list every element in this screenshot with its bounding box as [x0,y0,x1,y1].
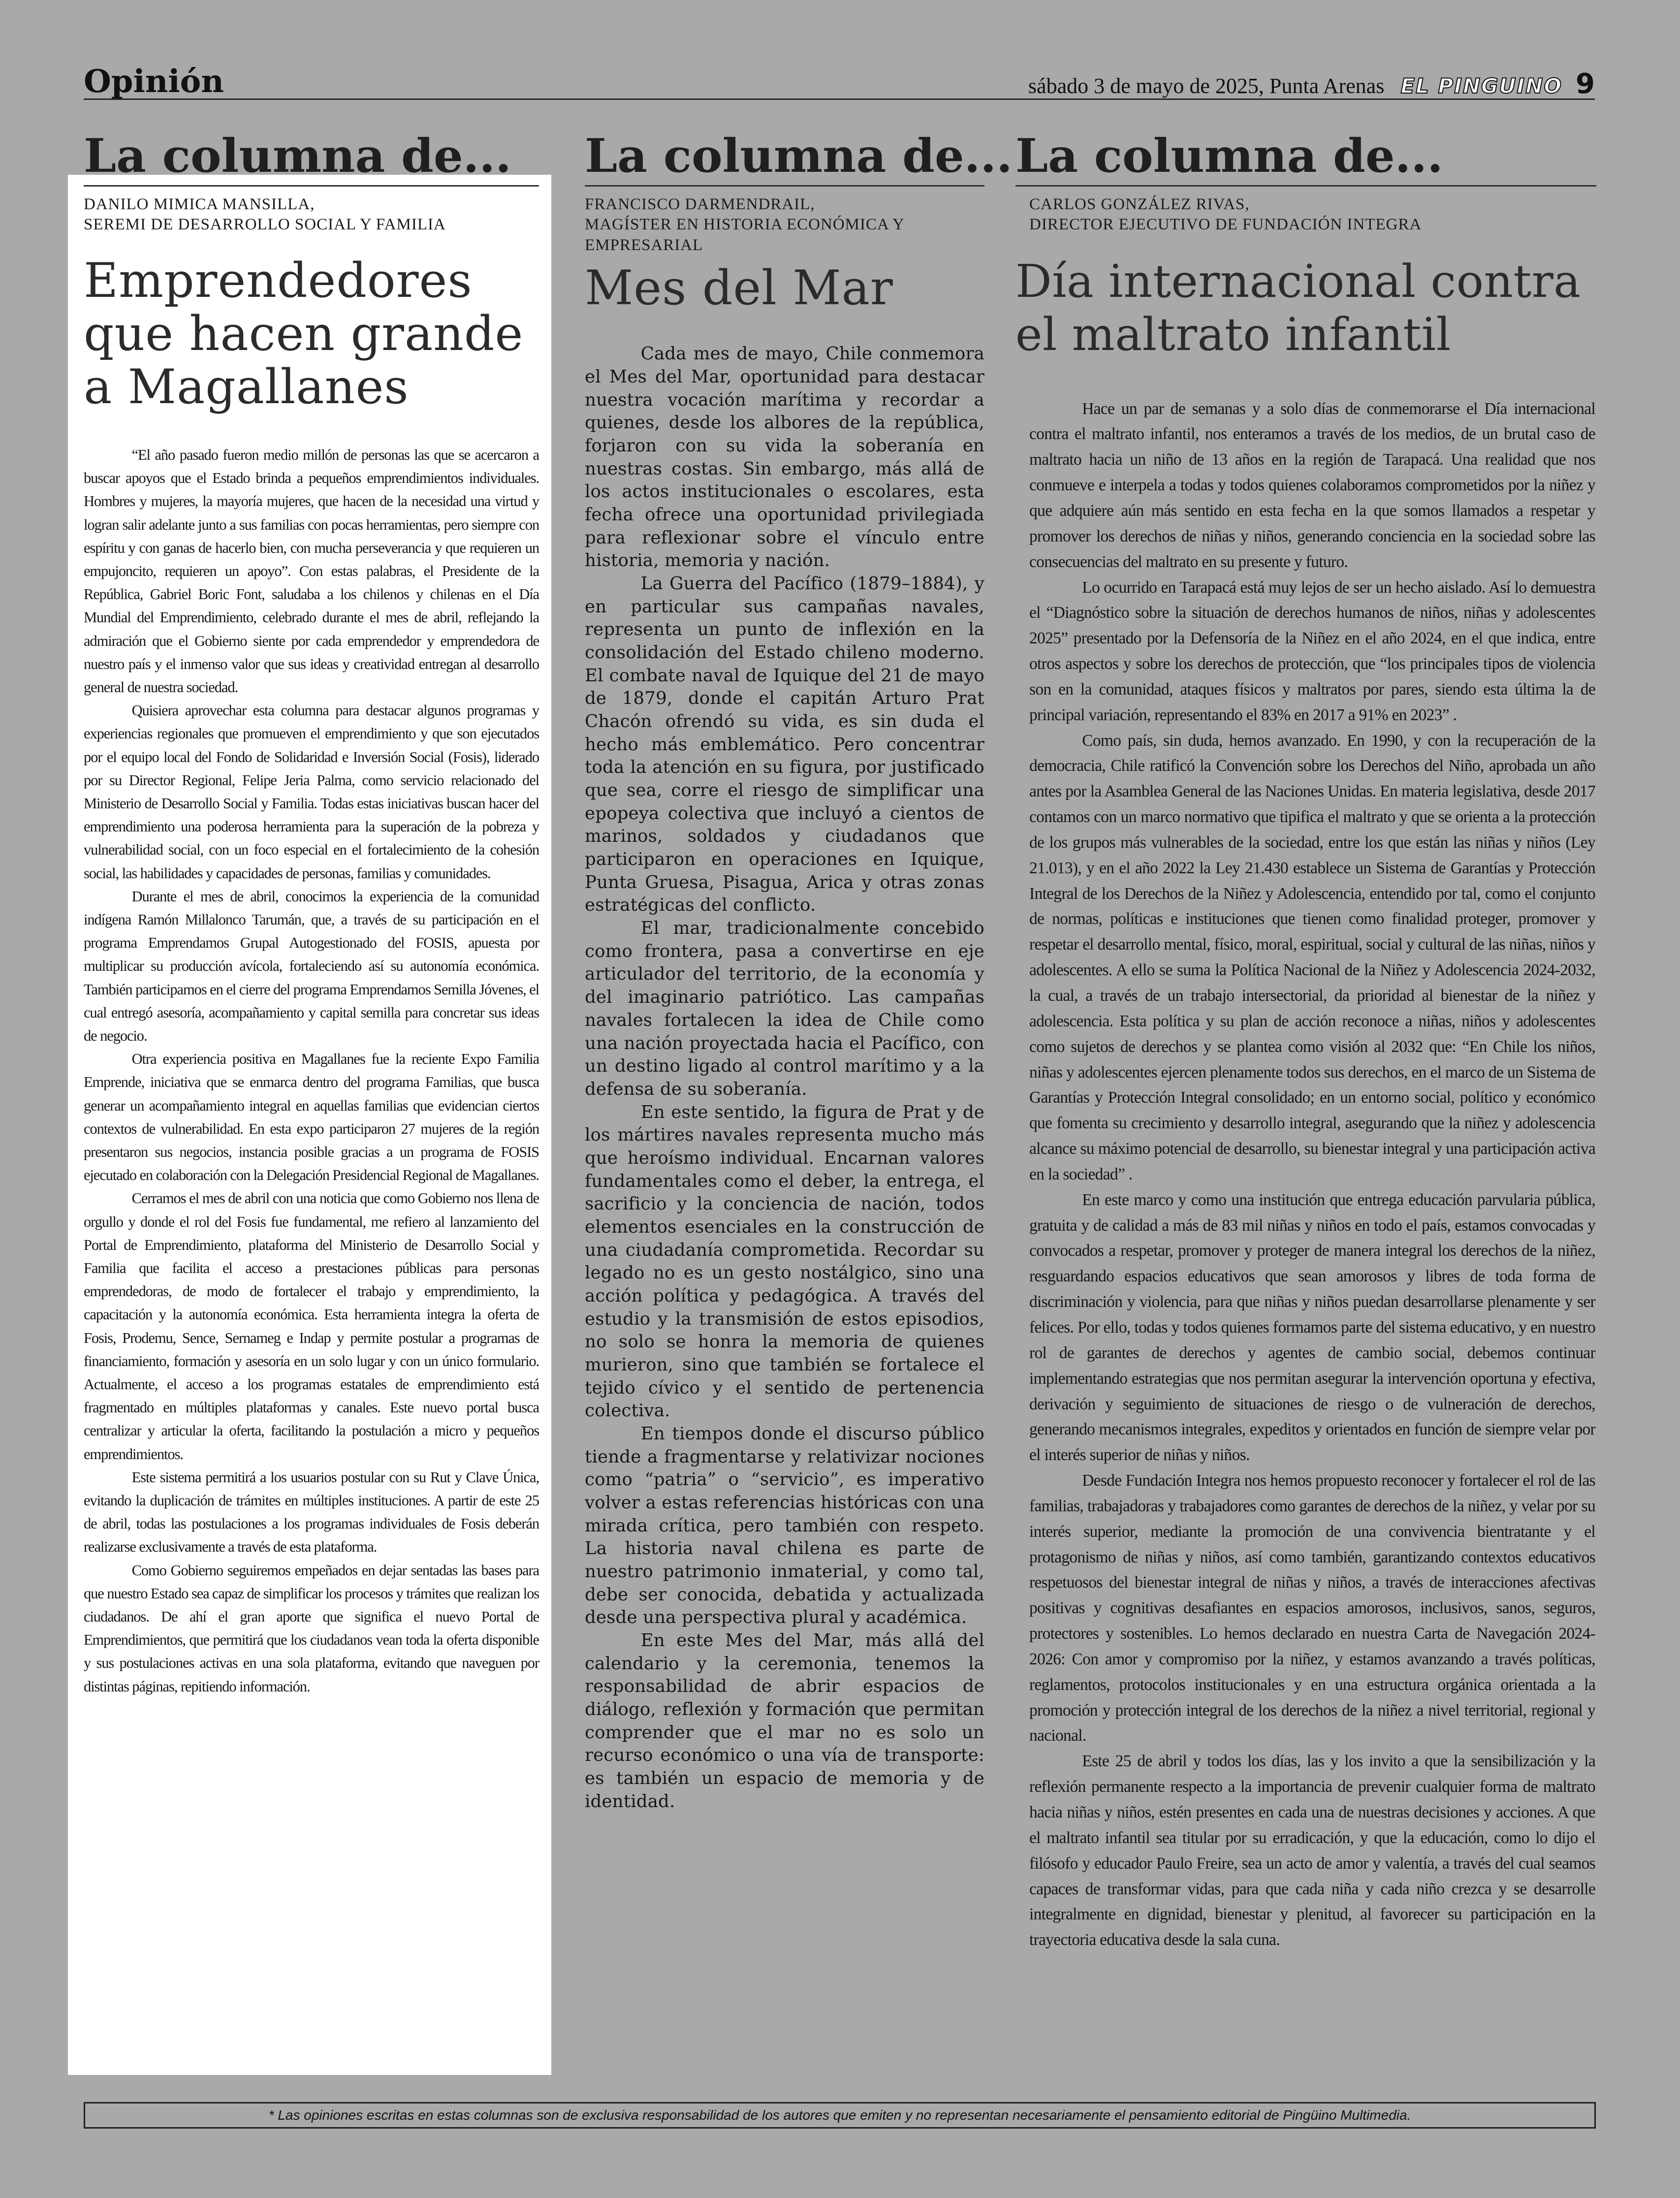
author-role: EMPRESARIAL [585,236,703,254]
article-paragraph: En este Mes del Mar, más allá del calendario y la ceremonia, tenemos la responsabilidad de abrir espacios de diálogo, reflexión y formación que permitan comprender que el mar no es solo un recurso económico o una vía de transporte: es también un espacio de memoria y de identidad. [585,1630,984,1812]
headline-line: Mes del Mar [585,260,893,316]
author-byline [84,194,539,235]
article-paragraph: Como Gobierno seguiremos empeñados en dejar sentadas las bases para que nuestro Estado sea capaz de simplificar los procesos y trámites que realizan los ciudadanos. De ahí el gran aporte que significa el nuevo Portal de Emprendimientos, que permitirá que los ciudadanos vean toda la oferta disponible y sus postulaciones activas en una sola plataforma, evitando que naveguen por distintas páginas, repitiendo información. [84,1561,539,1695]
publication-date: sábado 3 de mayo de 2025, Punta Arenas [1028,74,1385,98]
article-paragraph: Otra experiencia positiva en Magallanes fue la reciente Expo Familia Emprende, iniciativa que se enmarca dentro del programa Familias, que busca generar un acompañamiento integral en aquellas familias que evidencian ciertos contextos de vulnerabilidad. En esta expo participaron 27 mujeres de la región presentaron sus negocios, instancia posible gracias a un programa de FOSIS ejecutado en colaboración con la Delegación Presidencial Regional de Magallanes. [84,1051,539,1184]
column-mimica [84,129,539,1698]
column-title: La columna de... [1015,129,1443,183]
headline-line: Emprendedores [84,253,473,308]
disclaimer-text: * Las opiniones escritas en estas columnas son de exclusiva responsabilidad de los autores que emiten y no representan necesariamente el pensamiento editorial de Pingüino Multimedia. [268,2107,1411,2123]
column-gonzalez [1015,129,1596,1953]
headline-line: Día internacional contra [1015,255,1581,308]
article-paragraph: Cada mes de mayo, Chile conmemora el Mes del Mar, oportunidad para destacar nuestra vocación marítima y recordar a quienes, desde los albores de la república, forjaron con su vida la soberanía en nuestras costas. Sin embargo, más allá de los actos institucionales o escolares, esta fecha ofrece una oportunidad privilegiada para reflexionar sobre el vínculo entre historia, memoria y nación. [585,344,984,571]
article-paragraph: Hace un par de semanas y a solo días de conmemorarse el Día internacional contra el maltrato infantil, nos enteramos a través de los medios, de un brutal caso de maltrato hacia un niño de 13 años en la región de Tarapacá. Una realidad que nos conmueve e interpela a todas y todos quienes colaboramos comprometidos por la niñez y que adquiere aún más sentido en esta fecha en la que somos llamados a respetar y promover los derechos de niñas y niños, generando conciencia en la sociedad sobre las consecuencias del maltrato en su presente y futuro. [1029,399,1595,571]
headline-line: a Magallanes [84,359,409,415]
article-headline [84,254,539,414]
author-name: DANILO MIMICA MANSILLA, [84,195,315,213]
author-role: SEREMI DE DESARROLLO SOCIAL Y FAMILIA [84,216,446,234]
article-paragraph: “El año pasado fueron medio millón de personas las que se acercaron a buscar apoyos que el Estado brinda a pequeños emprendimientos individuales. Hombres y mujeres, la mayoría mujeres, que hacen de la necesidad una virtud y logran salir adelante junto a sus familias con pocas herramientas, pero siempre con espíritu y con ganas de hacerlo bien, con mucha perseverancia y que requieren un empujoncito, requieren un apoyo”. Con estas palabras, el Presidente de la República, Gabriel Boric Font, saludaba a los chilenos y chilenas en el Día Mundial del Emprendimiento, celebrado durante el mes de abril, reflejando la admiración que el Gobierno siente por cada emprendedor y emprendedora de nuestro país y el inmenso valor que sus ideas y creatividad entregan al desarrollo general de nuestra sociedad. [84,446,539,696]
title-rule [84,185,539,187]
column-title: La columna de... [585,129,1013,183]
page-header [84,59,1595,100]
page-number: 9 [1576,68,1595,100]
headline-line: el maltrato infantil [1015,308,1451,361]
article-paragraph: La Guerra del Pacífico (1879–1884), y en particular sus campañas navales, representa un punto de inflexión en la consolidación del Estado chileno moderno. El combate naval de Iquique del 21 de mayo de 1879, donde el capitán Arturo Prat Chacón ofrendó su vida, es sin duda el hecho más emblemático. Pero concentrar toda la atención en su figura, por justificado que sea, corre el riesgo de simplificar una epopeya colectiva que incluyó a cientos de marinos, soldados y ciudadanos que participaron en operaciones en Iquique, Punta Gruesa, Pisagua, Arica y otras zonas estratégicas del conflicto. [585,573,984,916]
article-paragraph: Este 25 de abril y todos los días, las y los invito a que la sensibilización y la reflexión permanente respecto a la importancia de prevenir cualquier forma de maltrato hacia niñas y niños, estén presentes en cada una de nuestras decisiones y acciones. A que el maltrato infantil sea titular por su erradicación, y que la educación, como lo dijo el filósofo y educador Paulo Freire, sea un acto de amor y valentía, a través del cual seamos capaces de transformar vidas, para que cada niña y cada niño crezca y se desarrolle integralmente en dignidad, bienestar y plenitud, al favorecer su participación en la trayectoria educativa desde la sala cuna. [1029,1752,1595,1949]
title-rule [1015,185,1596,187]
article-body [84,444,539,1698]
author-name: FRANCISCO DARMENDRAIL, [585,195,815,213]
headline-line: que hacen grande [84,306,524,361]
article-paragraph: Durante el mes de abril, conocimos la experiencia de la comunidad indígena Ramón Millalonco Tarumán, que, a través de su participación en el programa Emprendamos Grupal Autogestionado del FOSIS, apuesta por multiplicar su producción avícola, fortaleciendo así su autonomía económica. También participamos en el cierre del programa Emprendamos Semilla Jóvenes, el cual entregó asesoría, acompañamiento y capital semilla para concretar sus ideas de negocio. [84,888,539,1044]
article-headline [1015,255,1596,362]
author-byline [585,194,984,255]
disclaimer-footer [84,2102,1596,2129]
article-paragraph: Quisiera aprovechar esta columna para destacar algunos programas y experiencias regionales que promueven el emprendimiento y que son ejecutados por el equipo local del Fondo de Solidaridad e Inversión Social (Fosis), liderado por su Director Regional, Felipe Jeria Palma, como servicio relacionado del Ministerio de Desarrollo Social y Familia. Todas estas iniciativas buscan hacer del emprendimiento una poderosa herramienta para la superación de la pobreza y vulnerabilidad social, con un foco especial en el fortalecimiento de la cohesión social, las habilidades y capacidades de personas, familias y comunidades. [84,702,539,882]
article-paragraph: En este marco y como una institución que entrega educación parvularia pública, gratuita y de calidad a más de 83 mil niñas y niños en todo el país, estamos convocadas y convocados a respetar, promover y proteger de manera integral los derechos de la niñez, resguardando espacios educativos que sean amorosos y libres de toda forma de discriminación y violencia, para que niñas y niños puedan desarrollarse plenamente y ser felices. Por ello, todas y todos quienes formamos parte del sistema educativo, y en nuestro rol de garantes de derechos y agentes de cambio social, debemos continuar implementando estrategias que nos permitan asegurar la intervención oportuna y efectiva, derivación y seguimiento de situaciones de riesgo o de vulneración de derechos, generando mecanismos integrales, expeditos y orientados en función de siempre velar por el interés superior de niñas y niños. [1029,1190,1595,1465]
section-name: Opinión [84,63,224,100]
article-paragraph: Desde Fundación Integra nos hemos propuesto reconocer y fortalecer el rol de las familias, trabajadoras y trabajadores como garantes de derechos de la niñez, y velar por su interés superior, mediante la promoción de una convivencia bientratante y el protagonismo de niñas y niños, así como también, garantizando contextos educativos respetuosos del bienestar integral de niñas y niños, a través de interacciones afectivas positivas y cognitivas desafiantes en espacios amorosos, inclusivos, sanos, seguros, protectores y sostenibles. Lo hemos declarado en nuestra Carta de Navegación 2024-2026: Con amor y compromiso por la niñez, y estamos avanzando a través políticas, reglamentos, protocolos institucionales y en una estructura orgánica orientada a la promoción y protección integral de los derechos de la niñez a nivel territorial, regional y nacional. [1029,1471,1595,1745]
article-body [1029,396,1595,1953]
author-byline [1015,194,1596,235]
column-title: La columna de... [84,129,511,183]
column-darmendrail [585,129,1013,1813]
dateline [1028,68,1595,100]
author-name: CARLOS GONZÁLEZ RIVAS, [1029,195,1250,213]
article-body [585,343,984,1813]
article-paragraph: Lo ocurrido en Tarapacá está muy lejos de ser un hecho aislado. Así lo demuestra el “Diagnóstico sobre la situación de derechos humanos de niños, niñas y adolescentes 2025” presentado por la Defensoría de la Niñez en el año 2024, en el que indica, entre otros aspectos y sobre los derechos de protección, que “los principales tipos de violencia son en la comunidad, ataques físicos y maltratos por pares, siendo esta última la de principal variación, representando el 83% en 2017 a 91% en 2023” . [1029,578,1595,724]
author-role: DIRECTOR EJECUTIVO DE FUNDACIÓN INTEGRA [1029,216,1422,234]
article-headline [585,262,984,315]
title-rule [585,185,984,187]
article-paragraph: Este sistema permitirá a los usuarios postular con su Rut y Clave Única, evitando la duplicación de trámites en múltiples instituciones. A partir de este 25 de abril, todas las postulaciones a los programas individuales de Fosis deberán realizarse exclusivamente a través de esta plataforma. [84,1468,539,1556]
article-paragraph: En este sentido, la figura de Prat y de los mártires navales representa mucho más que heroísmo individual. Encarnan valores fundamentales como el deber, la entrega, el sacrificio y la conciencia de nación, todos elementos esenciales en la construcción de una ciudadanía comprometida. Recordar su legado no es un gesto nostálgico, sino una acción política y pedagógica. A través del estudio y la transmisión de estos episodios, no solo se honra la memoria de quienes murieron, sino que también se fortalece el tejido cívico y el sentido de pertenencia colectiva. [585,1102,984,1421]
newspaper-logo: EL PINGUINO [1400,74,1563,98]
article-paragraph: Cerramos el mes de abril con una noticia que como Gobierno nos llena de orgullo y donde el rol del Fosis fue fundamental, me refiero al lanzamiento del Portal de Emprendimiento, plataforma del Ministerio de Desarrollo Social y Familia que facilita el acceso a prestaciones públicas para personas emprendedoras, de modo de fortalecer el trabajo y emprendimiento, la capacitación y la autonomía económica. Esta herramienta integra la oferta de Fosis, Prodemu, Sence, Sernameg e Indap y permite postular a programas de financiamiento, formación y asesoría en un solo lugar y con un único formulario. Actualmente, el acceso a los programas estatales de emprendimiento está fragmentado en múltiples plataformas y canales. Este nuevo portal busca centralizar y articular la oferta, facilitando la postulación a micro y pequeños emprendimientos. [84,1190,539,1463]
article-paragraph: En tiempos donde el discurso público tiende a fragmentarse y relativizar nociones como “patria” o “servicio”, es imperativo volver a estas referencias históricas con una mirada crítica, pero también con respeto. La historia naval chilena es parte de nuestro patrimonio inmaterial, y como tal, debe ser conocida, debatida y actualizada desde una perspectiva plural y académica. [585,1423,984,1628]
article-paragraph: Como país, sin duda, hemos avanzado. En 1990, y con la recuperación de la democracia, Chile ratificó la Convención sobre los Derechos del Niño, aprobada un año antes por la Asamblea General de las Naciones Unidas. En materia legislativa, desde 2017 contamos con un marco normativo que tipifica el maltrato y que se orienta a la protección de los grupos más vulnerables de la sociedad, entre los que están las niñas y niños (Ley 21.013), y en el año 2022 la Ley 21.430 establece un Sistema de Garantías y Protección Integral de los Derechos de la Niñez y Adolescencia, entendido por tal, como el conjunto de normas, políticas e instituciones que tienen como finalidad proteger, promover y respetar el desarrollo mental, físico, moral, espiritual, social y cultural de las niñas, niños y adolescentes. A ello se suma la Política Nacional de la Niñez y Adolescencia 2024-2032, la cual, a través de un trabajo intersectorial, da prioridad al bienestar de la niñez y adolescencia. Esta política y su plan de acción reconoce a niñas, niños y adolescentes como sujetos de derechos y se plantea como visión al 2032 que: “En Chile los niños, niñas y adolescentes ejercen plenamente todos sus derechos, en el marco de un Sistema de Garantías y Protección Integral consolidado; en un entorno social, político y económico que fomenta su crecimiento y desarrollo integral, asegurando que la niñez y adolescencia alcance su máximo potencial de desarrollo, su bienestar integral y una participación activa en la sociedad” . [1029,731,1595,1183]
author-role: MAGÍSTER EN HISTORIA ECONÓMICA Y [585,216,905,234]
article-paragraph: El mar, tradicionalmente concebido como frontera, pasa a convertirse en eje articulador del territorio, de la economía y del imaginario patriótico. Las campañas navales fortalecen la idea de Chile como una nación proyectada hacia el Pacífico, con un destino ligado al control marítimo y a la defensa de su soberanía. [585,918,984,1099]
